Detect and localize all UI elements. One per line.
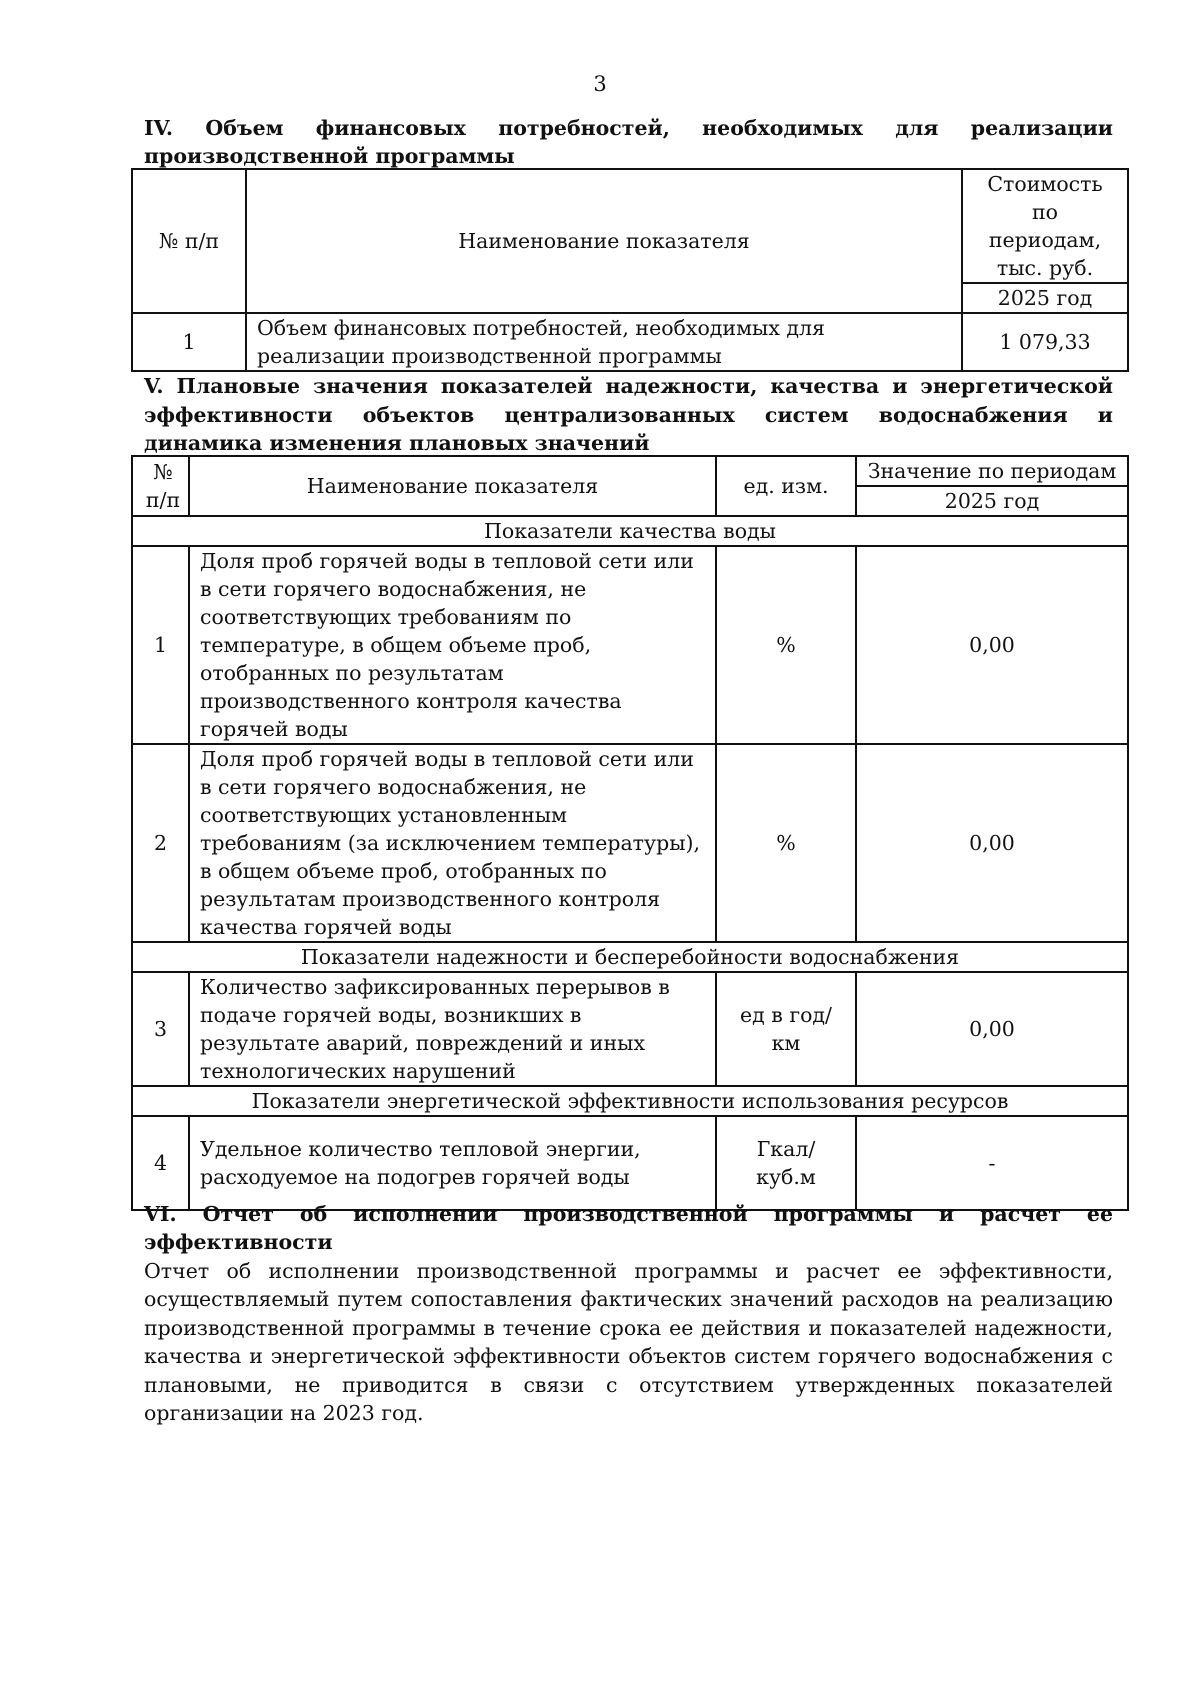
row-value: 0,00 [856, 546, 1128, 744]
column-header-year: 2025 год [962, 283, 1128, 313]
table-row [132, 313, 1128, 371]
group-title-reliability: Показатели надежности и бесперебойности водоснабжения [132, 942, 1128, 972]
row-number: 1 [132, 313, 246, 371]
financial-needs-table [131, 168, 1129, 372]
row-value: - [856, 1116, 1128, 1210]
row-unit: % [716, 744, 856, 942]
group-title-energy-efficiency: Показатели энергетической эффективности использования ресурсов [132, 1086, 1128, 1116]
row-value: 1 079,33 [962, 313, 1128, 371]
table-row [132, 744, 1128, 942]
column-header-indicator-name: Наименование показателя [189, 456, 716, 516]
row-value: 0,00 [856, 972, 1128, 1086]
group-header-row [132, 942, 1128, 972]
column-header-indicator-name: Наименование показателя [246, 169, 962, 313]
column-header-cost: Стоимость по периодам, тыс. руб. [962, 169, 1128, 283]
row-indicator-name: Количество зафиксированных перерывов в подаче горячей воды, возникших в результате аварий, повреждений и иных технологических нарушений [189, 972, 716, 1086]
section-6-paragraph: Отчет об исполнении производственной программы и расчет ее эффективности, осуществляемый путем сопоставления фактических значений расходов на реализацию производственной программы в течение срока ее действия и показателей надежности, качества и энергетической эффективности объектов систем горячего водоснабжения с плановыми, не приводится в связи с отсутствием утвержденных показателей организации на 2023 год. [144, 1259, 1113, 1426]
row-unit: ед в год/ км [716, 972, 856, 1086]
row-indicator-name: Объем финансовых потребностей, необходимых для реализации производственной программы [246, 313, 962, 371]
column-header-number: № п/п [132, 169, 246, 313]
row-indicator-name: Доля проб горячей воды в тепловой сети или в сети горячего водоснабжения, не соответствующих требованиям по температуре, в общем объеме проб, отобранных по результатам производственного контроля качества горячей воды [189, 546, 716, 744]
column-header-unit: ед. изм. [716, 456, 856, 516]
table-row [132, 1116, 1128, 1210]
row-number: 2 [132, 744, 189, 942]
row-number: 3 [132, 972, 189, 1086]
section-5-heading: V. Плановые значения показателей надежности, качества и энергетической эффективности объектов централизованных систем водоснабжения и динамика изменения плановых значений [144, 374, 1113, 455]
group-title-water-quality: Показатели качества воды [132, 516, 1128, 546]
row-value: 0,00 [856, 744, 1128, 942]
table-row [132, 972, 1128, 1086]
column-header-values: Значение по периодам [856, 456, 1128, 486]
indicators-table [131, 455, 1129, 1211]
section-4-heading: IV. Объем финансовых потребностей, необходимых для реализации производственной программы [144, 116, 1113, 168]
row-number: 1 [132, 546, 189, 744]
row-number: 4 [132, 1116, 189, 1210]
row-unit: Гкал/куб.м [716, 1116, 856, 1210]
table-row [132, 546, 1128, 744]
row-indicator-name: Доля проб горячей воды в тепловой сети или в сети горячего водоснабжения, не соответствующих установленным требованиям (за исключением температуры), в общем объеме проб, отобранных по результатам производственного контроля качества горячей воды [189, 744, 716, 942]
group-header-row [132, 516, 1128, 546]
page-number: 3 [593, 72, 607, 96]
row-unit: % [716, 546, 856, 744]
group-header-row [132, 1086, 1128, 1116]
row-indicator-name: Удельное количество тепловой энергии, расходуемое на подогрев горячей воды [189, 1116, 716, 1210]
column-header-number: № п/п [132, 456, 189, 516]
section-6-heading: VI. Отчет об исполнении производственной программы и расчет ее эффективности [144, 1202, 1113, 1254]
column-header-year: 2025 год [856, 486, 1128, 516]
